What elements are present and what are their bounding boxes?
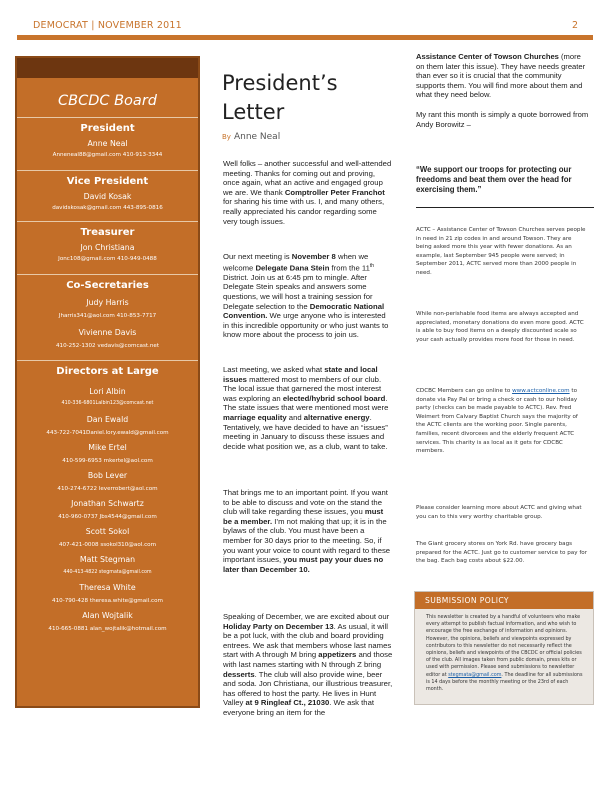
continuation-paragraph: Assistance Center of Towson Churches (more on them later this issue). They have needs greater than ever so it is crucial that the community supports them. You will find more about them and what they need below. [416, 52, 586, 100]
director-entry [17, 438, 198, 464]
header-separator: | [88, 20, 98, 31]
role-heading: Vice President [17, 170, 198, 187]
member-name: Anne Neal [87, 139, 128, 148]
member-name: Dan Ewald [86, 415, 129, 424]
publication-line [33, 20, 182, 31]
member-contact[interactable]: davidskosak@gmail.com 443-895-0816 [52, 205, 163, 211]
member-contact[interactable]: 443-722-7041Daniel.lory.ewald@gmail.com [46, 430, 169, 436]
pull-quote: “We support our troops for protecting our freedoms and beat them over the head for exercising them.” [416, 165, 572, 194]
member-contact[interactable]: 440-413-4822 stegmata@gmail.com [63, 570, 152, 575]
sidebar-top-bar [17, 58, 198, 78]
director-entry [17, 522, 198, 548]
member-contact[interactable]: 410-960-0737 Jbs4544@gmail.com [58, 514, 157, 520]
byline-prefix: By [222, 133, 231, 141]
actc-paragraph: ACTC – Assistance Center of Towson Churches serves people in need in 21 zip codes in and around Towson. They are being asked more this year with fewer donations. As an example, last September 945 people were served; in September 2011, ACTC served more than 2000 people in need. [416, 227, 586, 276]
policy-header [415, 592, 593, 609]
role-heading: Treasurer [17, 221, 198, 238]
page-header [33, 17, 578, 33]
article-title: President’s Letter [222, 71, 338, 124]
member-contact[interactable]: Anneneal88@gmail.com 410-913-3344 [52, 152, 163, 158]
policy-text: This newsletter is created by a handful of volunteers who make every attempt to publish factual information, and who wish to encourage the free exchange of information and opinions. However, the opinions, beliefs and viewpoints expressed by contributors to this newsletter do not necessarily reflect the opinions, beliefs and viewpoints of the CBCDC or official policies of the club. All images taken from public domain, press kits or used with permission. Please send submissions to newsletter editor at stegmata@gmail.com. The deadline for all submissions is 14 days before the monthly meeting or the 23rd of each month. [426, 614, 583, 693]
article-paragraph: Our next meeting is November 8 when we welcome Delegate Dana Stein from the 11th District. Join us at 6:45 pm to mingle. After Delegate Stein speaks and answers some questions, we will host a training session for Delegate selection to the Democratic National Convention. We urge anyone who is interested in this incredible opportunity or who just wants to know more about the process to join us. [223, 252, 389, 340]
director-entry [17, 606, 198, 632]
member-name: Matt Stegman [79, 555, 136, 564]
byline [222, 132, 280, 142]
member-name: Theresa White [79, 583, 136, 592]
member-name: Scott Sokol [85, 527, 130, 536]
article-paragraph: That brings me to an important point. If you want to be able to discuss and vote on the stand the club will take regarding these issues, you must be a member. I’m not making that up; it is in the bylaws of the club. You must have been a member for 30 days prior to the meeting. So, if you want your voice to count with regard to these important issues, you must pay your dues no later than December 10. [223, 488, 391, 574]
directors-section [17, 360, 198, 377]
member-contact[interactable]: 410-336-6801Lalbin123@comcast.net [61, 401, 154, 406]
member-name: Jon Christiana [80, 243, 135, 252]
member-name: Jonathan Schwartz [71, 499, 144, 508]
director-entry [17, 578, 198, 604]
article-paragraph: Well folks – another successful and well-attended meeting. Thanks for coming out and proving, once again, what an active and engaged group we are. We thank Comptroller Peter Franchot for sharing his time with us. I, and many others, really appreciated his candor regarding some very tough issues. [223, 159, 392, 226]
quote-divider [416, 207, 594, 208]
treasurer-section [17, 221, 198, 262]
member-contact[interactable]: Jharris341@aol.com 410-853-7717 [58, 313, 157, 319]
article-continuation [416, 52, 591, 129]
member-contact[interactable]: 407-421-0008 ssokol310@aol.com [58, 542, 157, 548]
policy-heading: SUBMISSION POLICY [425, 596, 509, 605]
director-entry [17, 550, 198, 575]
board-title: CBCDC Board [58, 93, 157, 109]
member-contact[interactable]: Jonc108@gmail.com 410-949-0488 [58, 256, 157, 262]
header-rule [17, 35, 593, 40]
article-paragraph: Speaking of December, we are excited about our Holiday Party on December 13. As usual, it will be a pot luck, with the club and board providing entrees. We ask that members whose last names start with A through M bring appetizers and those with last names starting with N through Z bring desserts. The club will also provide wine, beer and soda. Jon Christiana, our illustrious treasurer, has offered to host the party. He lives in Hunt Valley at 9 Ringleaf Ct., 21030. We ask that everyone bring an item for the [223, 612, 393, 717]
member-name: Judy Harris [86, 298, 129, 307]
rant-intro: My rant this month is simply a quote borrowed from Andy Borowitz – [416, 109, 589, 129]
role-heading: President [17, 117, 198, 134]
member-contact[interactable]: 410-599-6953 mkertel@aol.com [62, 458, 153, 464]
role-heading: Directors at Large [17, 360, 198, 377]
article-paragraph: Last meeting, we asked what state and local issues mattered most to members of our club. The local issue that garnered the most interest was exploring an elected/hybrid school board. The state issues that were mentioned most were marriage equality and alternative energy. Tentatively, we have decided to have an “issues” meeting in January to discuss these issues and decide what position we, as a club, want to take. [223, 365, 389, 451]
member-contact[interactable]: 410-665-0881 alan_wojtalik@hotmail.com [48, 626, 167, 632]
member-name: Mike Ertel [88, 443, 127, 452]
donate-paragraph: CDCBC Members can go online to www.actconline.com to donate via Pay Pal or bring a check or cash to our holiday party (checks can be made payable to ACTC). Rev. Fred Weimert from Calvary Baptist Church says the majority of the ACTC clients are the working poor. Single parents, families, recent divorcees and the elderly frequent ACTC services. This charity is as local as it gets for CDCBC members. [416, 388, 578, 455]
member-contact[interactable]: 410-252-1302 vedavis@comcast.net [55, 343, 160, 349]
byline-author: Anne Neal [233, 132, 281, 142]
member-name: David Kosak [83, 192, 132, 201]
director-entry [17, 410, 198, 436]
editor-email-link[interactable]: stegmata@gmail.com [448, 671, 502, 678]
consider-paragraph: Please consider learning more about ACTC and giving what you can to this very worthy charitable group. [416, 505, 582, 520]
member-name: Lori Albin [89, 387, 126, 396]
submission-policy-box [414, 591, 594, 705]
publication-name: DEMOCRAT [33, 20, 89, 31]
president-section [17, 117, 198, 158]
board-sidebar [15, 56, 200, 708]
page-number: 2 [571, 20, 578, 31]
member-name: Vivienne Davis [78, 328, 137, 337]
member-contact[interactable]: 410-274-6722 leverrobert@aol.com [57, 486, 158, 492]
co-secretaries-section [17, 274, 198, 349]
vice-president-section [17, 170, 198, 211]
role-heading: Co-Secretaries [17, 274, 198, 291]
member-contact[interactable]: 410-790-428 theresa.white@gmail.com [52, 598, 163, 604]
giant-paragraph: The Giant grocery stores on York Rd. have grocery bags prepared for the ACTC. Just go to customer service to pay for the bag. Each bag costs about $22.00. [416, 541, 588, 565]
member-name: Alan Wojtalik [82, 611, 133, 620]
director-entry [17, 466, 198, 492]
director-entry [17, 494, 198, 520]
member-name: Bob Lever [87, 471, 128, 480]
actc-website-link[interactable]: www.actconline.com [512, 388, 570, 394]
issue-date: NOVEMBER 2011 [97, 20, 182, 31]
food-paragraph: While non-perishable food items are always accepted and appreciated, monetary donations do even more good. ACTC is able to buy food items on a deeply discounted scale so your cash actually provides more food for those in need. [416, 311, 584, 343]
director-entry [17, 382, 198, 406]
